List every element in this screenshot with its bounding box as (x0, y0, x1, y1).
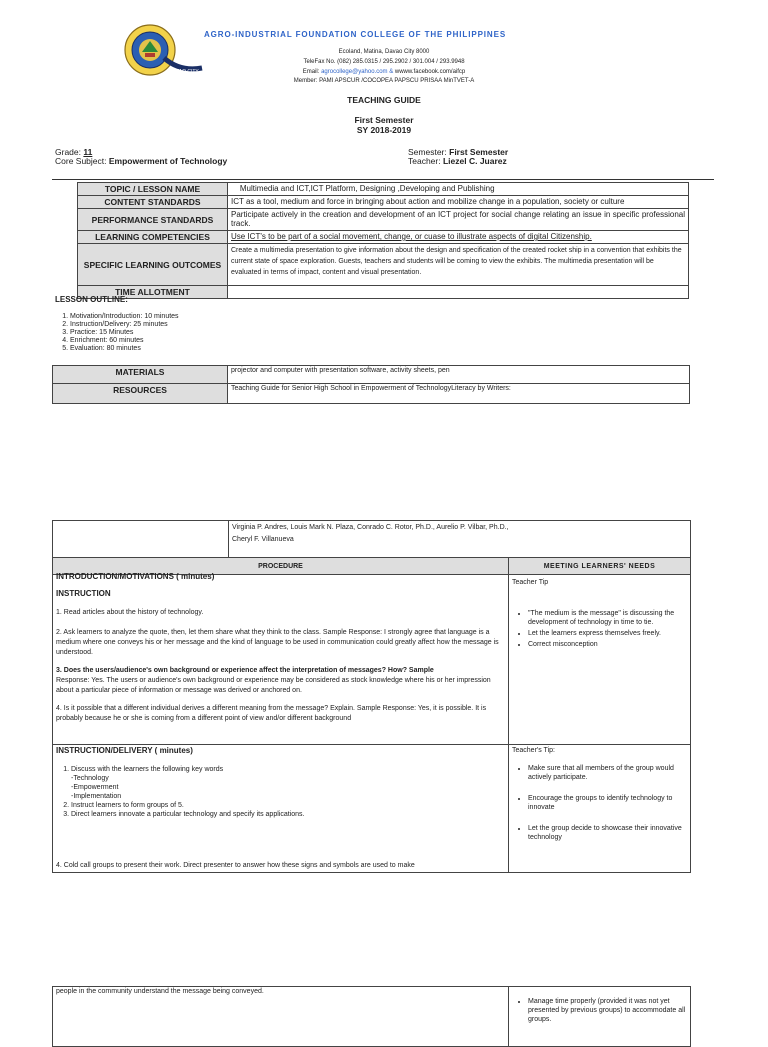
intro-tips-cell (509, 575, 691, 745)
learning-outcomes-value: Create a multimedia presentation to give information about the design and specification of the created rocket ship in a convention that exhibits the current state of space exploration. Guests, teachers and students will be coming to view the exhibits. The multimedia presentation will be evaluated in terms of impact, content and visual presentation. (228, 244, 689, 286)
table-row (53, 575, 691, 745)
website-link[interactable]: wwww.facebook.com/aifcp (394, 69, 466, 75)
email-label: Email: (302, 69, 320, 75)
procedure-header: PROCEDURE (53, 558, 509, 575)
writers-line: Virginia P. Andres, Louis Mark N. Plaza, Conrado C. Rotor, Ph.D., Aurelio P. Vilbar, Ph.D., (232, 524, 509, 531)
table-row (53, 366, 690, 384)
doc-title: TEACHING GUIDE (347, 95, 421, 105)
list-item: • Manage time properly (provided it was not yet presented by previous groups) to accommodate all groups. (528, 997, 687, 1024)
table-row (78, 231, 689, 244)
materials-value: projector and computer with presentation software, activity sheets, pen (228, 366, 690, 384)
lesson-outline-list (52, 313, 179, 353)
writers-cell (229, 521, 691, 558)
instruction-subheading: INSTRUCTION (56, 589, 111, 598)
list-item: 3. Direct learners innovate a particular technology and specify its applications. (71, 810, 505, 819)
list-item: 1. Motivation/Introduction: 10 minutes (70, 313, 179, 320)
keyword: -Technology (71, 775, 109, 782)
delivery-tips-cell (509, 745, 691, 873)
delivery-list (56, 765, 505, 819)
learning-competencies-value: Use ICT's to be part of a social movement, change, or cuase to illustrate aspects of digital Citizenship. (228, 231, 689, 244)
intro-step-2: 2. Ask learners to analyze the quote, then, let them share what they think to the class. Sample Response: I strongly agree that language is a medium where one conveys his or her message and the kind of language to be used in communication could greatly affect how the message is understood. (56, 629, 499, 656)
continued-tips-cell (509, 987, 691, 1047)
teachers-tip-list (512, 764, 687, 842)
procedure-table (52, 520, 691, 873)
teacher-line (408, 156, 507, 166)
intro-step-4: 4. Is it possible that a different individual derives a different meaning from the message? Explain. Sample Response: Yes, it is possible. It is probably because he or she is coming from a different point of view and/or different background (56, 705, 487, 722)
list-item: • Let the group decide to showcase their innovative technology (528, 824, 687, 842)
table-row (78, 209, 689, 231)
performance-standards-label: PERFORMANCE STANDARDS (78, 209, 228, 231)
email-line (0, 69, 768, 75)
writers-label-cell (53, 521, 229, 558)
table-row (78, 286, 689, 299)
school-year-heading: SY 2018-2019 (356, 125, 412, 135)
resources-value: Teaching Guide for Senior High School in Empowerment of TechnologyLiteracy by Writers: (228, 384, 690, 404)
writers-line: Cheryl F. Villanueva (232, 536, 294, 543)
intro-step-3-response: Response: Yes. The users or audience's own background or experience may be considered as stock knowledge where his or her impression about a particular piece of information or message was derived or anchored on. (56, 677, 491, 694)
list-item: • Correct misconception (528, 640, 687, 649)
intro-procedure-cell (53, 572, 509, 745)
lesson-overview-table (77, 182, 689, 299)
materials-label: MATERIALS (53, 366, 228, 384)
content-standards-label: CONTENT STANDARDS (78, 196, 228, 209)
semester-value: First Semester (449, 147, 509, 157)
table-row (53, 521, 691, 558)
list-item: 3. Practice: 15 Minutes (70, 329, 179, 336)
intro-heading: INTRODUCTION/MOTIVATIONS ( minutes) (56, 572, 215, 581)
procedure-continued-table (52, 986, 691, 1047)
address-line: Ecoland, Matina, Davao City 8000 (338, 49, 430, 55)
delivery-heading: INSTRUCTION/DELIVERY ( minutes) (56, 746, 193, 755)
list-item: • Let the learners express themselves freely. (528, 629, 687, 638)
delivery-step-1: Discuss with the learners the following key words (71, 766, 224, 773)
continued-procedure-cell: people in the community understand the message being conveyed. (53, 987, 509, 1047)
subject-line (55, 156, 227, 166)
table-row (53, 987, 691, 1047)
performance-standards-value: Participate actively in the creation and development of an ICT project for social change relating an issue in specific professional track. (228, 209, 689, 231)
teacher-tip-list (512, 609, 687, 649)
keyword: -Empowerment (71, 784, 119, 791)
delivery-procedure-cell (53, 745, 509, 873)
subject-value: Empowerment of Technology (108, 156, 228, 166)
list-item: 4. Enrichment: 60 minutes (70, 337, 179, 344)
continued-tip-list (512, 997, 687, 1024)
delivery-step-4: 4. Cold call groups to present their work. Direct presenter to answer how these signs and symbols are used to make (56, 862, 415, 869)
member-line: Member: PAMI APSCUR /COCOPEA PAPSCU PRISAA MinTVET-A (293, 78, 475, 84)
intro-step-1: 1. Read articles about the history of technology. (56, 609, 204, 616)
seal-city-label: DAVAO CITY (169, 69, 199, 75)
teacher-value: Liezel C. Juarez (442, 156, 507, 166)
table-row (78, 183, 689, 196)
telefax-line: TeleFax No. (082) 285.0315 / 295.2902 / 301.004 / 293.9948 (303, 59, 465, 65)
grade-value: 11 (83, 147, 93, 157)
materials-table (52, 365, 690, 404)
learners-needs-header: MEETING LEARNERS' NEEDS (509, 558, 691, 575)
list-item: 5. Evaluation: 80 minutes (70, 345, 179, 352)
semester-heading: First Semester (354, 115, 414, 125)
list-item: • Encourage the groups to identify technology to innovate (528, 794, 687, 812)
table-row (53, 384, 690, 404)
learning-competencies-label: LEARNING COMPETENCIES (78, 231, 228, 244)
keyword: -Implementation (71, 793, 122, 800)
resources-label: RESOURCES (53, 384, 228, 404)
list-item: • Make sure that all members of the group would actively participate. (528, 764, 687, 782)
header-divider (52, 179, 714, 180)
list-item: 2. Instruction/Delivery: 25 minutes (70, 321, 179, 328)
email-link[interactable]: agrocollege@yahoo.com & (321, 69, 394, 75)
time-allotment-value (228, 286, 689, 299)
topic-label: TOPIC / LESSON NAME (78, 183, 228, 196)
list-item (71, 765, 505, 801)
school-name: AGRO-INDUSTRIAL FOUNDATION COLLEGE OF THE PHILIPPINES (204, 30, 507, 39)
list-item: 2. Instruct learners to form groups of 5. (71, 801, 505, 810)
grade-label: Grade: (55, 147, 81, 157)
list-item: • "The medium is the message" is discussing the development of technology in time to tie. (528, 609, 687, 627)
intro-step-3-question: 3. Does the users/audience's own background or experience affect the interpretation of messages? How? Sample (56, 667, 434, 674)
teacher-label: Teacher: (408, 156, 441, 166)
teachers-tip-title: Teacher's Tip: (512, 747, 555, 754)
time-allotment-label: TIME ALLOTMENT (78, 286, 228, 299)
table-row (78, 196, 689, 209)
topic-value: Multimedia and ICT,ICT Platform, Designing ,Developing and Publishing (228, 183, 689, 196)
subject-label: Core Subject: (55, 156, 107, 166)
table-row (78, 244, 689, 286)
learning-outcomes-label: SPECIFIC LEARNING OUTCOMES (78, 244, 228, 286)
content-standards-value: ICT as a tool, medium and force in bringing about action and mobilize change in a population, society or culture (228, 196, 689, 209)
lesson-outline-title: LESSON OUTLINE: (55, 295, 128, 304)
teacher-tip-title: Teacher Tip (512, 579, 549, 586)
semester-label: Semester: (408, 147, 447, 157)
table-row (53, 745, 691, 873)
